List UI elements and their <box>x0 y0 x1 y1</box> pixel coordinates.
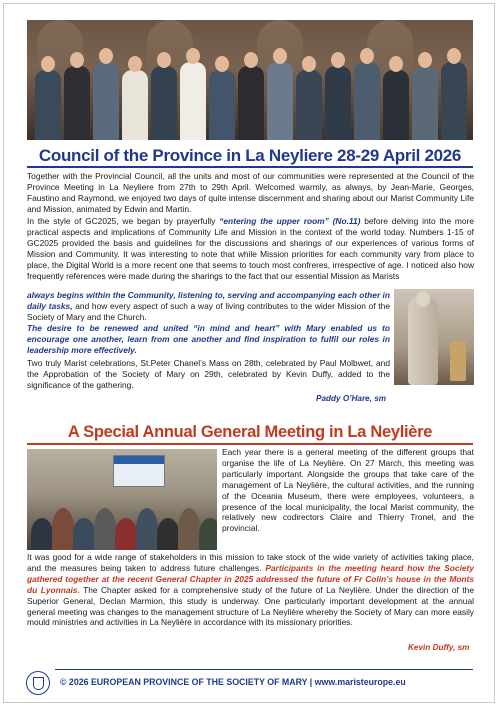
meeting-attendee <box>73 518 95 550</box>
person-figure <box>122 70 148 140</box>
meeting-attendee <box>136 508 158 550</box>
footer-rule <box>55 669 473 670</box>
statue-figure <box>408 295 438 385</box>
article2-title: A Special Annual General Meeting in La Neylière <box>67 423 433 441</box>
person-figure <box>325 66 351 140</box>
person-figure <box>412 66 438 140</box>
person-figure <box>209 70 235 140</box>
person-head <box>128 56 142 72</box>
statue-head <box>416 291 430 307</box>
person-figure <box>296 70 322 140</box>
article1-title: Council of the Province in La Neyliere 28-29 April 2026 <box>38 146 462 165</box>
footer-text: © 2026 EUROPEAN PROVINCE OF THE SOCIETY OF MARY | www.maristeurope.eu <box>60 677 406 687</box>
candle <box>450 341 466 381</box>
person-head <box>244 52 258 68</box>
person-figure <box>151 66 177 140</box>
article2-paragraph-2: It was good for a wide range of stakeholders in this mission to take stock of the wide variety of activities taking place, and the measures being taken to address future challenges. Participants in the meeting heard how the Society gathered together at the recent General Chapter in 2025 addressed the future of Fr Colin’s house in the Monts du Lyonnais. The Chapter asked for a comprehensive study of the future of La Neylière. Under the direction of the Superior General, Declan Marmion, this study is underway. One particularly important development at the annual general meeting was changes to the management structure of La Neylière whereby the Society of Mary can more easily mould ministries and activities in La Neylière in accordance with its missionary priorities. <box>27 552 475 628</box>
title-rule-red <box>27 443 473 445</box>
meeting-attendee <box>115 518 137 550</box>
person-figure <box>35 70 61 140</box>
person-head <box>157 52 171 68</box>
person-figure <box>441 62 467 140</box>
footer-url-link[interactable]: www.maristeurope.eu <box>314 677 406 687</box>
projection-screen <box>113 455 165 487</box>
person-head <box>99 48 113 64</box>
article1-paragraph-4: Two truly Marist celebrations, St.Peter Chanel’s Mass on 28th, celebrated by Paul Molbwet, and the Approbation of the Society of Mary on 29th, celebrated by Kevin Duffy, added to the significance of the gathering. <box>27 358 390 390</box>
council-group-photo <box>27 20 473 140</box>
person-head <box>215 56 229 72</box>
article1-paragraph-3: The desire to be renewed and united “in mind and heart” with Mary enabled us to encourage one another, learn from one another and find inspiration to fulfil our roles in leadership more effectively. <box>27 323 390 355</box>
article2-paragraph-1: Each year there is a general meeting of the different groups that organise the life of La Neylière. On 27 March, this meeting was particularly important. Alongside the groups that take care of the management of La Neylière, the cultural activities, and the running of the Oceania Museum, there were employees, volunteers, a presence of the local municipality, the local Marist community, the relatively new codirectors Claire and Thierry Tronel, and the provincial. <box>222 447 474 534</box>
article1-paragraph-2b: always begins within the Community, listening to, serving and accompanying each other in daily tasks, and how every aspect of such a way of living contributes to the wider Mission of the Society of Mary and the Church. <box>27 290 390 322</box>
annual-meeting-photo <box>27 449 217 550</box>
meeting-attendee <box>52 508 74 550</box>
person-head <box>389 56 403 72</box>
title-rule-blue <box>27 166 473 168</box>
person-head <box>331 52 345 68</box>
meeting-attendee <box>31 518 53 550</box>
person-figure <box>180 62 206 140</box>
person-figure <box>267 62 293 140</box>
article1-paragraph-2a: In the style of GC2025, we began by prayerfully “entering the upper room” (No.11) before delving into the more practical aspects and implications of Community Life and Mission in the context of the world today. Numbers 1-15 of GC2025 provided the basis and guidelines for the discussions and sharings of our experiences of various forms of Mission and Community. It was interesting to note that while Mission priorities for each community vary from place to place, the Digital World is a more recent one that seems to touch most confreres, irrespective of age. I noticed also how frequently references were made during the sharings to the fact that our essential Mission as Marists <box>27 216 474 281</box>
person-head <box>360 48 374 64</box>
article1-signature: Paddy O’Hare, sm <box>316 394 387 403</box>
society-of-mary-seal-icon <box>26 671 50 695</box>
person-figure <box>354 62 380 140</box>
marian-statue-photo <box>394 289 474 385</box>
person-head <box>302 56 316 72</box>
person-figure <box>238 66 264 140</box>
article2-signature: Kevin Duffy, sm <box>408 643 470 652</box>
meeting-attendee <box>157 518 179 550</box>
article1-paragraph-1: Together with the Provincial Council, all the units and most of our communities were represented at the Council of the Province Meeting in La Neyliere from 27th to 29th April. Welcomed warmly, as always, by Jean-Marie, Georges, Faustino and Raymond, we enjoyed two days of quite intense discernment and sharing about our Marist Community Life and Mission, animated by Edwin and Martin. <box>27 171 474 214</box>
person-head <box>273 48 287 64</box>
person-figure <box>64 66 90 140</box>
person-head <box>186 48 200 64</box>
person-head <box>447 48 461 64</box>
meeting-attendee <box>178 508 200 550</box>
meeting-attendee <box>199 518 217 550</box>
person-head <box>418 52 432 68</box>
person-figure <box>383 70 409 140</box>
meeting-attendee <box>94 508 116 550</box>
person-head <box>41 56 55 72</box>
person-head <box>70 52 84 68</box>
person-figure <box>93 62 119 140</box>
